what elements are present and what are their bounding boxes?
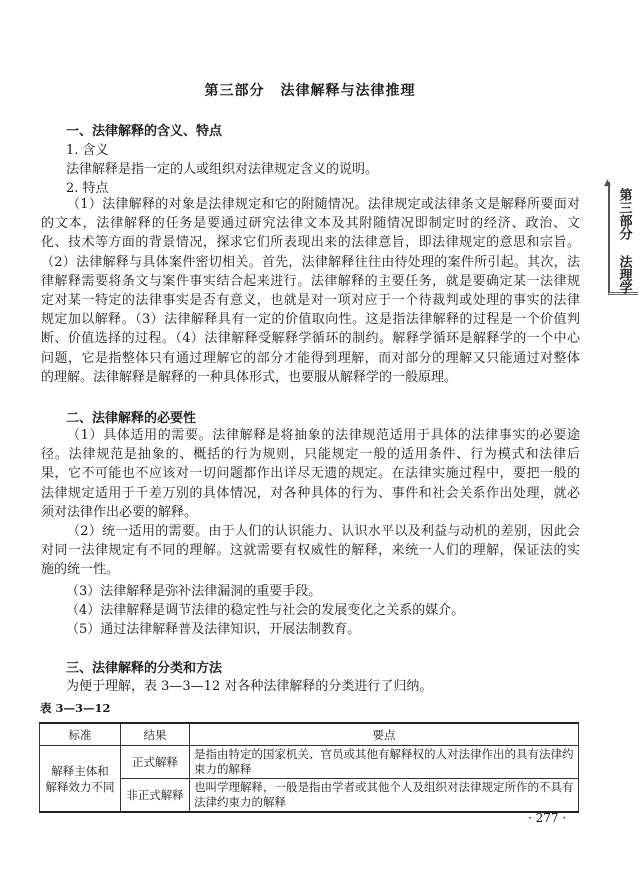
- section-3-intro: 为便于理解，表 3—3—12 对各种法律解释的分类进行了归纳。: [66, 679, 433, 694]
- text-line: 法律规定适用于千差万别的具体情况，对各种具体的行为、事件和社会关系作出处理，就必: [41, 485, 580, 501]
- points-cell: 是指由特定的国家机关、官员或其他有解释权的人对法律作出的具有法律约束力的解释: [190, 746, 579, 779]
- text-line: 规定加以解释。（3）法律解释具有一定的价值取向性。这是指法律解释的过程是一个价值判: [41, 312, 580, 328]
- subheading-features: 2. 特点: [66, 181, 109, 196]
- section-1-heading: 一、法律解释的含义、特点: [66, 124, 223, 139]
- section-3-heading: 三、法律解释的分类和方法: [66, 661, 223, 676]
- page-title: [0, 80, 620, 100]
- table-row: [40, 779, 579, 813]
- text-line: 律解释需要将条文与案件事实结合起来进行。法律解释的主要任务，就是要确定某一法律规: [41, 273, 580, 289]
- result-cell: 非正式解释: [121, 779, 190, 813]
- table-caption: 表 3—3—12: [40, 701, 111, 715]
- classification-table: [39, 722, 579, 813]
- criterion-line: 解释效力不同: [45, 779, 115, 794]
- text-line: 果，它不可能也不应该对一切问题都作出详尽无遗的规定。在法律实施过程中，要把一般的: [41, 466, 580, 482]
- text-line: 定对某一特定的法律事实是否有意义，也就是对一项对应于一个待裁判或处理的事实的法律: [41, 292, 580, 308]
- header-criterion: 标准: [40, 723, 121, 746]
- text-line: 的文本，法律解释的任务是要通过研究法律文本及其附随情况即制定时的经济、政治、文: [41, 216, 580, 232]
- table-row: [40, 746, 579, 779]
- text-line: （1）法律解释的对象是法律规定和它的附随情况。法律规定或法律条文是解释所要面对: [67, 197, 580, 212]
- side-tab: [604, 178, 638, 295]
- necessity-item-5: （5）通过法律解释普及法律知识，开展法制教育。: [66, 622, 361, 637]
- text-line: 问题，它是指整体只有通过理解它的部分才能得到理解，而对部分的理解又只能通过对整体: [41, 350, 580, 366]
- header-points: 要点: [190, 723, 579, 746]
- text-line: （2）统一适用的需要。由于人们的认识能力、认识水平以及利益与动机的差别，因此会: [67, 524, 580, 539]
- text-line: 对同一法律规定有不同的理解。这就需要有权威性的解释，来统一人们的理解，保证法的实: [41, 543, 580, 559]
- features-paragraph: [41, 195, 580, 387]
- text-line: 施的统一性。: [41, 562, 120, 578]
- part-label: 第三部分: [204, 83, 265, 99]
- table-header-row: [40, 723, 579, 746]
- points-cell: 也叫学理解释，一般是指由学者或其他个人及组织对法律规定所作的不具有法律约束力的解释: [190, 779, 579, 813]
- text-line: （2）法律解释与具体案件密切相关。首先，法律解释往往由待处理的案件所引起。其次，法: [41, 254, 580, 270]
- text-line: 断、价值选择的过程。（4）法律解释受解释学循环的制约。解释学循环是解释学的一个中心: [41, 331, 580, 347]
- subheading-meaning: 1. 含义: [66, 143, 109, 158]
- header-result: 结果: [121, 723, 190, 746]
- page-number: · 277 ·: [528, 811, 567, 825]
- necessity-paragraph-1: [41, 426, 580, 522]
- text-line: 化、技术等方面的背景情况，探求它们所表现出来的法律意旨，即法律规定的意思和宗旨。: [41, 235, 580, 251]
- text-line: 径。法律规范是抽象的、概括的行为规则，只能规定一般的适用条件、行为模式和法律后: [41, 447, 580, 463]
- result-cell: 正式解释: [121, 746, 190, 779]
- text-line: 须对法律作出必要的解释。: [41, 504, 198, 520]
- side-tab-subject: 法理学: [616, 255, 632, 294]
- necessity-item-4: （4）法律解释是调节法律的稳定性与社会的发展变化之关系的媒介。: [66, 603, 465, 618]
- side-tab-part: 第三部分: [616, 188, 632, 240]
- definition-text: 法律解释是指一定的人或组织对法律规定含义的说明。: [66, 162, 379, 177]
- necessity-item-3: （3）法律解释是弥补法律漏洞的重要手段。: [66, 584, 322, 599]
- chapter-name: 法律解释与法律推理: [280, 83, 416, 99]
- criterion-line: 解释主体和: [51, 763, 109, 778]
- text-line: （1）具体适用的需要。法律解释是将抽象的法律规范适用于具体的法律事实的必要途: [67, 428, 580, 443]
- criterion-cell: [40, 746, 121, 813]
- necessity-paragraph-2: [41, 522, 580, 580]
- arrow-up-icon: ▲: [604, 178, 611, 188]
- text-line: 的理解。法律解释是解释的一种具体形式，也要服从解释学的一般原理。: [41, 369, 458, 385]
- section-2-heading: 二、法律解释的必要性: [66, 411, 197, 426]
